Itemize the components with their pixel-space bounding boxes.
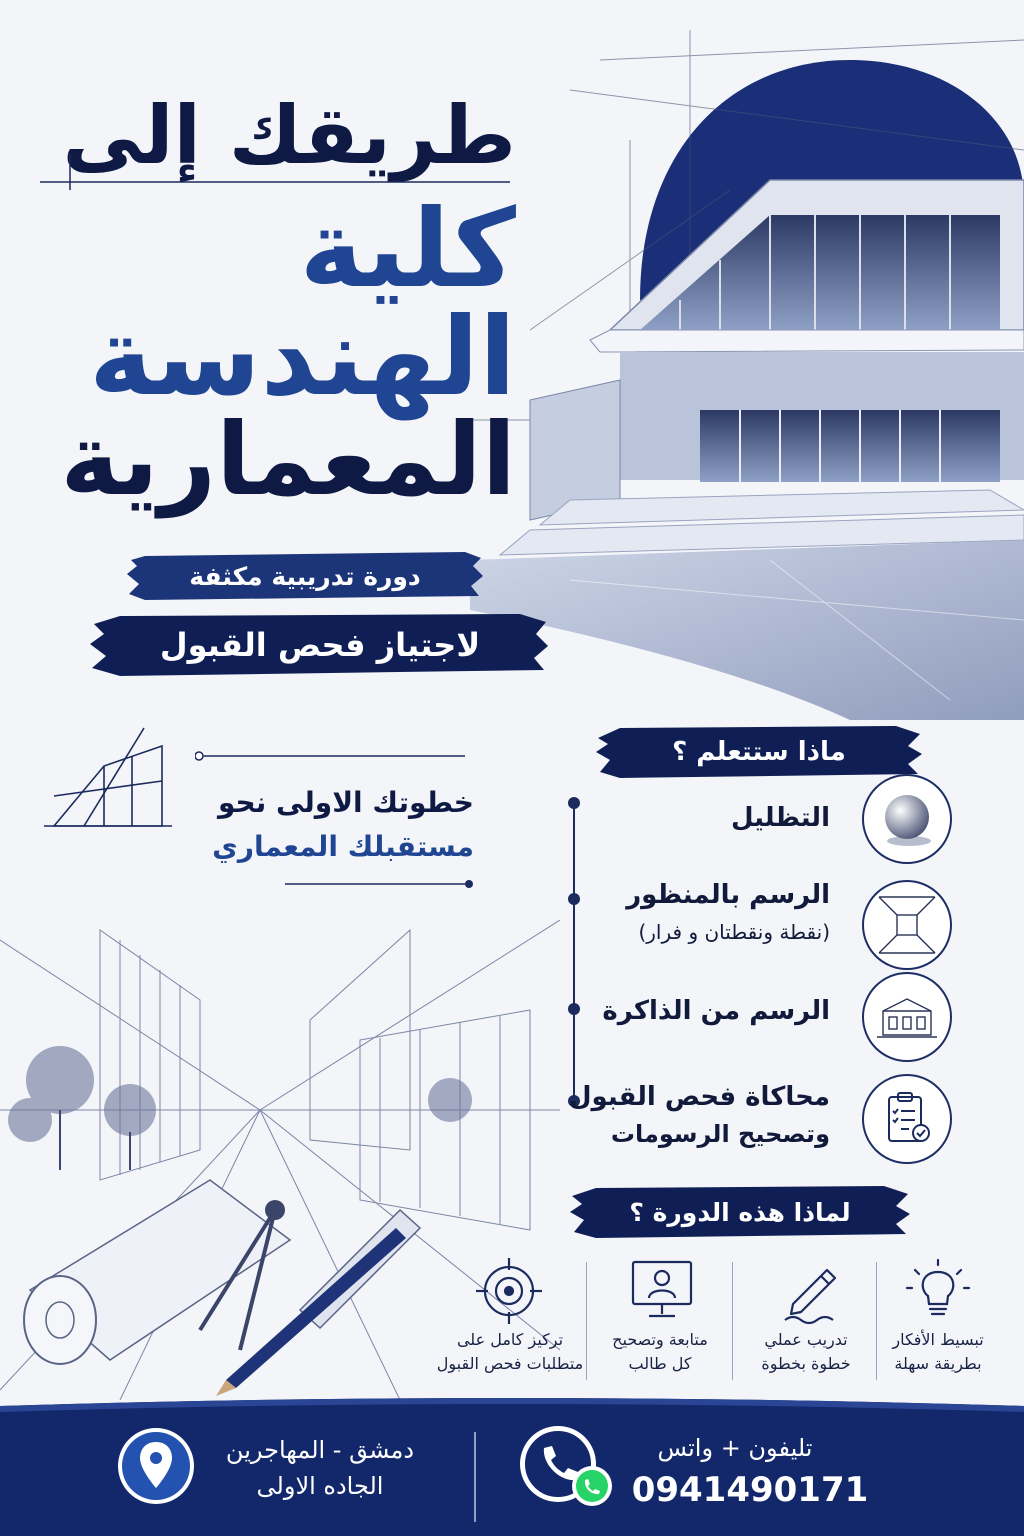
course-banner-text: دورة تدريبية مكثفة <box>189 561 421 591</box>
slogan-line-2: مستقبلك المعماري <box>212 830 474 863</box>
why-item-practical: تدريب عملي خطوة بخطوة <box>761 1330 851 1373</box>
title-line-4: المعمارية <box>60 401 516 518</box>
learn-item-memory-drawing: الرسم من الذاكرة <box>602 996 830 1026</box>
perspective-room-icon <box>862 880 952 970</box>
phone-whatsapp-icon <box>516 1424 614 1508</box>
learn-item-perspective-sub: (نقطة ونقطتان و فرار) <box>638 920 830 944</box>
building-sketch-logo <box>44 726 172 836</box>
title-line-1: طريقك إلى <box>62 89 516 182</box>
slogan-frame-line <box>195 750 475 892</box>
target-icon <box>474 1256 544 1326</box>
street-perspective-sketch <box>0 910 560 1400</box>
monitor-user-icon <box>627 1256 697 1326</box>
learn-heading-text: ماذا ستتعلم ؟ <box>672 737 846 767</box>
exam-banner-text: لاجتياز فحص القبول <box>159 626 481 664</box>
location-line-1: دمشق - المهاجرين <box>225 1436 415 1464</box>
title-line-2: كلية <box>299 187 516 312</box>
location-pin-icon <box>116 1426 196 1506</box>
clipboard-check-icon <box>862 1074 952 1164</box>
why-item-followup: متابعة وتصحيح كل طالب <box>612 1330 708 1373</box>
title-line-3: الهندسة <box>88 295 516 420</box>
learn-item-exam-simulation-sub: وتصحيح الرسومات <box>610 1120 830 1148</box>
hero-building-illustration <box>470 0 1024 720</box>
learn-item-perspective: الرسم بالمنظور <box>626 880 830 910</box>
sphere-shading-icon <box>862 774 952 864</box>
exam-banner <box>90 612 550 678</box>
learn-item-exam-simulation: محاكاة فحص القبول <box>568 1082 830 1112</box>
why-heading-banner <box>570 1184 910 1240</box>
location-line-2: الجاده الاولى <box>256 1472 384 1500</box>
footer-divider <box>474 1432 476 1522</box>
why-heading-text: لماذا هذه الدورة ؟ <box>629 1197 851 1227</box>
course-banner <box>125 550 485 602</box>
building-sketch-icon <box>862 972 952 1062</box>
title-guide-line <box>40 150 510 190</box>
why-item-focus: تركيز كامل على متطلبات فحص القبول <box>436 1330 584 1373</box>
phone-number[interactable]: 0941490171 <box>631 1470 869 1510</box>
lightbulb-icon <box>903 1256 973 1326</box>
learn-timeline <box>566 795 586 1115</box>
learn-heading-banner <box>596 724 922 780</box>
learn-item-shading: التظليل <box>730 803 830 833</box>
phone-label: تليفون + واتس <box>657 1434 813 1462</box>
why-divider <box>732 1262 733 1380</box>
pencil-icon <box>779 1256 849 1326</box>
slogan-line-1: خطوتك الاولى نحو <box>217 786 474 819</box>
why-item-simplify: تبسيط الأفكار بطريقة سهلة <box>892 1330 984 1373</box>
